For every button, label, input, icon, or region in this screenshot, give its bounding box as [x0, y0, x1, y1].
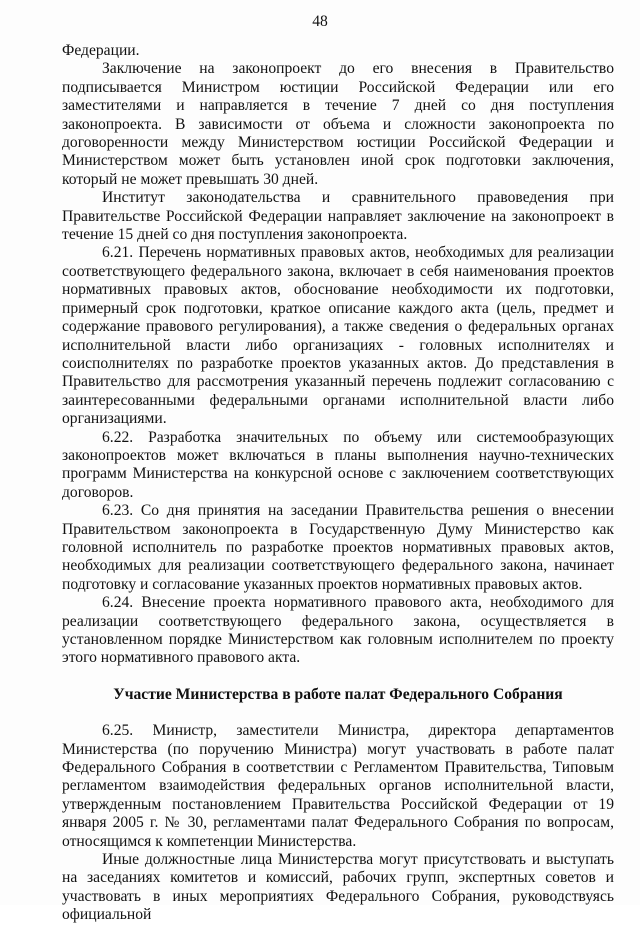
paragraph-justice-conclusion: Заключение на законопроект до его внесения в Правительство подписывается Министром юстиции Российской Федерации или его заместителями и направляется в течение 7 дней со дня поступления законопроекта. В зависимости от объема и сложности законопроекта по договоренности между Министерством юстиции Российской Федерации и Министерством может быть установлен иной срок подготовки заключения, который не может превышать 30 дней. [62, 60, 614, 188]
section-heading: Участие Министерства в работе палат Федерального Собрания [113, 685, 563, 703]
paragraph-6-25: 6.25. Министр, заместители Министра, директора департаментов Министерства (по поручению Министра) могут участвовать в работе палат Федерального Собрания в соответствии с Регламентом Правительства, Типовым регламентом взаимодействия федеральных органов исполнительной власти, утвержденным постановлением Правительства Российской Федерации от 19 января 2005 г. № 30, регламентами палат Федерального Собрания по вопросам, относящимся к компетенции Министерства. [62, 722, 614, 850]
page-number: 48 [312, 13, 328, 30]
document-body [62, 42, 614, 925]
paragraph-6-24: 6.24. Внесение проекта нормативного правового акта, необходимого для реализации соответствующего федерального закона, осуществляется в установленном порядке Министерством как головным исполнителем по проекту этого нормативного правового акта. [62, 594, 614, 667]
paragraph-6-22: 6.22. Разработка значительных по объему или системообразующих законопроектов может включаться в планы выполнения научно-технических программ Министерства на конкурсной основе с заключением соответствующих договоров. [62, 428, 614, 501]
paragraph-6-21: 6.21. Перечень нормативных правовых актов, необходимых для реализации соответствующего федерального закона, включает в себя наименования проектов нормативных правовых актов, обоснование необходимости их подготовки, примерный срок подготовки, краткое описание каждого акта (цель, предмет и содержание правового регулирования), а также сведения о федеральных органах исполнительной власти либо организациях - головных исполнителях и соисполнителях по разработке проектов указанных актов. До представления в Правительство для рассмотрения указанный перечень подлежит согласованию с заинтересованными федеральными органами исполнительной власти либо организациями. [62, 244, 614, 428]
paragraph-other-officials: Иные должностные лица Министерства могут присутствовать и выступать на заседаниях комитетов и комиссий, рабочих групп, экспертных советов и участвовать в иных мероприятиях Федерального Собрания, руководствуясь официальной [62, 851, 614, 924]
paragraph-continuation: Федерации. [62, 42, 140, 59]
paragraph-institute-conclusion: Институт законодательства и сравнительного правоведения при Правительстве Российской Федерации направляет заключение на законопроект в течение 15 дней со дня поступления законопроекта. [62, 189, 614, 244]
paragraph-6-23: 6.23. Со дня принятия на заседании Правительства решения о внесении Правительством законопроекта в Государственную Думу Министерство как головной исполнитель по разработке проектов нормативных правовых актов, необходимых для реализации соответствующего федерального закона, начинает подготовку и согласование указанных проектов нормативных правовых актов. [62, 502, 614, 593]
